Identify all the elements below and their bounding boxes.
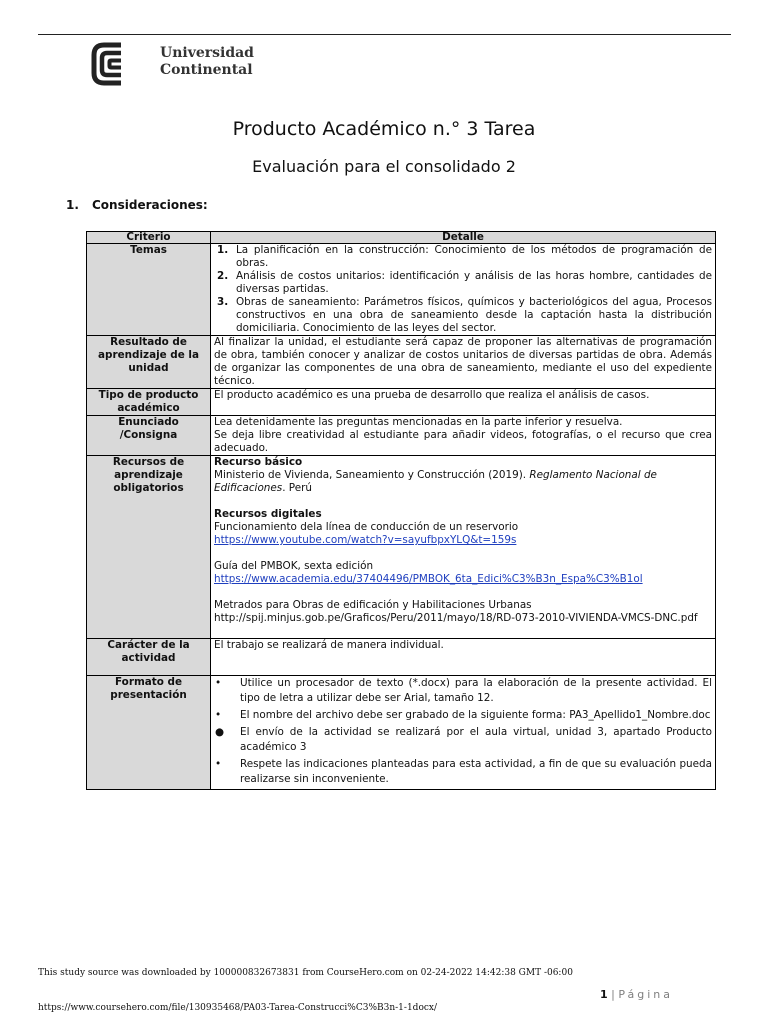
document-subtitle: Evaluación para el consolidado 2 xyxy=(252,157,516,176)
citation-author: Ministerio de Vivienda, Saneamiento y Construcción (2019). xyxy=(214,469,530,481)
recursos-digitales-heading: Recursos digitales xyxy=(214,508,322,520)
row-enunciado xyxy=(87,416,716,456)
list-item xyxy=(214,676,712,706)
citation-place: . Perú xyxy=(282,482,312,494)
detail-caracter: El trabajo se realizará de manera individual. xyxy=(211,639,716,676)
youtube-link[interactable]: https://www.youtube.com/watch?v=sayufbpxYLQ&t=159s xyxy=(214,534,517,546)
list-item xyxy=(214,296,712,335)
item-number: 3. xyxy=(217,296,229,308)
source-note: This study source was downloaded by 100000832673831 from CourseHero.com on 02-24-2022 14:42:38 GMT -06:00 xyxy=(38,968,573,978)
detail-recursos xyxy=(211,456,716,639)
label-resultado: Resultado de aprendizaje de la unidad xyxy=(87,336,211,389)
university-name xyxy=(160,45,254,79)
item-text: El nombre del archivo debe ser grabado de la siguiente forma: PA3_Apellido1_Nombre.doc xyxy=(240,709,711,721)
table-header-row xyxy=(87,232,716,244)
page-number-value: 1 xyxy=(600,988,608,1001)
page-separator: | xyxy=(607,988,619,1001)
page-word: Página xyxy=(618,988,673,1001)
temas-list xyxy=(214,244,712,335)
label-caracter: Carácter de la actividad xyxy=(87,639,211,676)
resource-title: Funcionamiento dela línea de conducción de un reservorio xyxy=(214,521,519,533)
item-text: Respete las indicaciones planteadas para esta actividad, a fin de que su evaluación pueda realizarse sin inconveniente. xyxy=(240,758,712,785)
item-text: Utilice un procesador de texto (*.docx) para la elaboración de la presente actividad. El tipo de letra a utilizar debe ser Arial, tamaño 12. xyxy=(240,677,712,704)
label-enunciado: Enunciado /Consigna xyxy=(87,416,211,456)
detail-tipo: El producto académico es una prueba de desarrollo que realiza el análisis de casos. xyxy=(211,389,716,416)
header-rule xyxy=(38,34,731,35)
list-item xyxy=(214,725,712,755)
label-tipo: Tipo de producto académico xyxy=(87,389,211,416)
page-number xyxy=(600,988,673,1001)
detail-resultado: Al finalizar la unidad, el estudiante será capaz de proponer las alternativas de programación de obra, también conocer y analizar de costos unitarios de diversas partidas de obra. Además de organizar las componentes de una obra de saneamiento, mediante el uso del expediente técnico. xyxy=(211,336,716,389)
enunciado-line1: Lea detenidamente las preguntas mencionadas en la parte inferior y resuelva. xyxy=(214,416,623,428)
list-item xyxy=(214,244,712,270)
academia-link[interactable]: https://www.academia.edu/37404496/PMBOK_6ta_Edici%C3%B3n_Espa%C3%B1ol xyxy=(214,573,643,585)
university-name-line2: Continental xyxy=(160,62,253,78)
row-resultado xyxy=(87,336,716,389)
bullet: ● xyxy=(215,726,225,738)
recurso-basico-citation xyxy=(214,469,712,495)
detail-formato xyxy=(211,676,716,790)
university-name-line1: Universidad xyxy=(160,45,254,61)
section-number: 1. xyxy=(66,198,79,212)
spij-url: http://spij.minjus.gob.pe/Graficos/Peru/2011/mayo/18/RD-073-2010-VIVIENDA-VMCS-DNC.pdf xyxy=(214,612,698,624)
citation-title: Reglamento Nacional de Edificaciones xyxy=(214,469,657,494)
item-text: La planificación en la construcción: Conocimiento de los métodos de programación de obras. xyxy=(236,244,712,269)
enunciado-line2: Se deja libre creatividad al estudiante para añadir videos, fotografías, o el recurso que crea adecuado. xyxy=(214,429,712,454)
detail-temas xyxy=(211,244,716,336)
recurso-basico-heading: Recurso básico xyxy=(214,456,303,468)
label-formato: Formato de presentación xyxy=(87,676,211,790)
resource-title: Metrados para Obras de edificación y Habilitaciones Urbanas xyxy=(214,599,532,611)
formato-list xyxy=(214,676,712,787)
row-temas xyxy=(87,244,716,336)
detail-enunciado xyxy=(211,416,716,456)
document-title: Producto Académico n.° 3 Tarea xyxy=(232,118,536,140)
row-recursos xyxy=(87,456,716,639)
considerations-table xyxy=(86,231,716,790)
row-formato xyxy=(87,676,716,790)
bullet: • xyxy=(215,677,222,689)
list-item xyxy=(214,757,712,787)
label-recursos: Recursos de aprendizaje obligatorios xyxy=(87,456,211,639)
university-logo xyxy=(90,41,260,87)
item-text: Obras de saneamiento: Parámetros físicos, químicos y bacteriológicos del agua, Procesos constructivos en una obra de saneamiento desde la captación hasta la distribución domiciliaria. Conocimiento de las leyes del sector. xyxy=(236,296,712,334)
university-emblem-icon xyxy=(90,41,152,87)
section-heading xyxy=(66,198,208,212)
footer-url: https://www.coursehero.com/file/130935468/PA03-Tarea-Construcci%C3%B3n-1-1docx/ xyxy=(38,1003,438,1013)
list-item xyxy=(214,270,712,296)
header-detalle: Detalle xyxy=(211,232,716,244)
bullet: • xyxy=(215,709,222,721)
header-criterio: Criterio xyxy=(87,232,211,244)
section-label: Consideraciones: xyxy=(92,198,208,212)
row-tipo xyxy=(87,389,716,416)
bullet: • xyxy=(215,758,222,770)
item-text: El envío de la actividad se realizará por el aula virtual, unidad 3, apartado Producto académico 3 xyxy=(240,726,712,753)
row-caracter xyxy=(87,639,716,676)
label-temas: Temas xyxy=(87,244,211,336)
item-number: 1. xyxy=(217,244,229,256)
resource-title: Guía del PMBOK, sexta edición xyxy=(214,560,374,572)
list-item xyxy=(214,708,712,723)
item-number: 2. xyxy=(217,270,229,282)
item-text: Análisis de costos unitarios: identificación y análisis de las horas hombre, cantidades de diversas partidas. xyxy=(236,270,712,295)
